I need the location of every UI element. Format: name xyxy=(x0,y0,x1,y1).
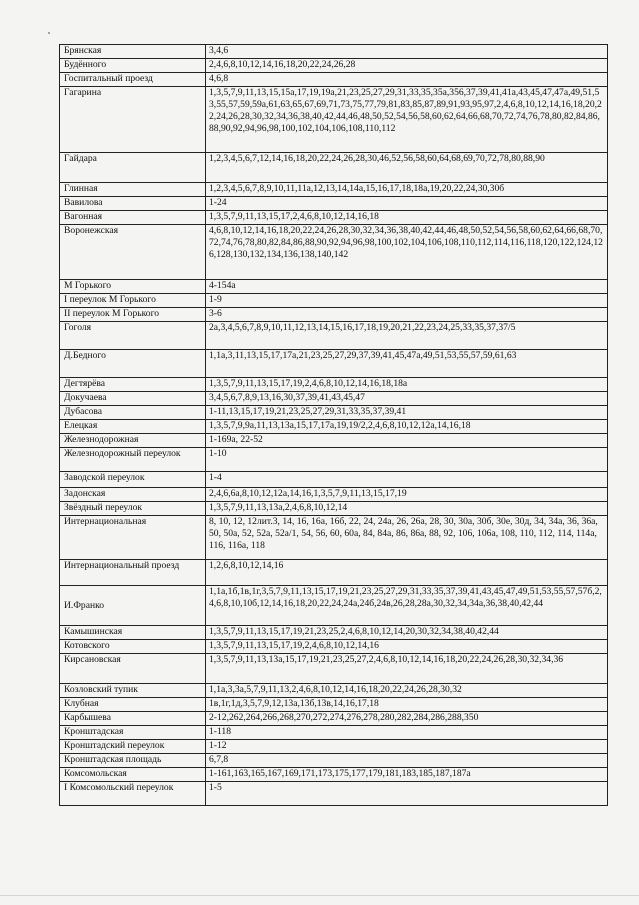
page-bottom-edge xyxy=(0,895,639,896)
table-row xyxy=(60,712,608,726)
house-numbers-cell: 1-11,13,15,17,19,21,23,25,27,29,31,33,35,37,39,41 xyxy=(206,406,608,420)
house-numbers-cell: 1,3,5,7,9,11,13,13а,15,17,19,21,23,25,27,2,4,6,8,10,12,14,16,18,20,22,24,26,28,30,32,34,36 xyxy=(206,654,608,684)
street-name-cell: Гайдара xyxy=(60,153,206,183)
table-row xyxy=(60,153,608,183)
table-row xyxy=(60,308,608,322)
house-numbers-cell: 1,3,5,7,9,9а,11,13,13а,15,17,17а,19,19/2,2,4,6,8,10,12,12а,14,16,18 xyxy=(206,420,608,434)
street-name-cell: Дубасова xyxy=(60,406,206,420)
table-row xyxy=(60,87,608,153)
table-row xyxy=(60,350,608,378)
table-row xyxy=(60,684,608,698)
house-numbers-cell: 4,6,8,10,12,14,16,18,20,22,24,26,28,30,32,34,36,38,40,42,44,46,48,50,52,54,56,58,60,62,64,66,68,70,72,74,76,78,80,82,84,86,88,90,92,94,96,98,100,102,104,106,108,110,112,114,116,118,120,122,124,126,128,130,132,134,136,138,140,142 xyxy=(206,225,608,280)
house-numbers-cell: 2,4,6,8,10,12,14,16,18,20,22,24,26,28 xyxy=(206,59,608,73)
table-row xyxy=(60,73,608,87)
house-numbers-cell: 4-154а xyxy=(206,280,608,294)
house-numbers-cell: 8, 10, 12, 12лит.3, 14, 16, 16а, 16б, 22, 24, 24а, 26, 26а, 28, 30, 30а, 30б, 30е, 30д, 34, 34а, 36, 36а, 50, 50а, 52, 52а, 52а/1, 54, 56, 60, 60а, 84, 84а, 86, 86а, 88, 92, 106, 106а, 108, 110, 112, 114, 114а, 116, 116а, 118 xyxy=(206,516,608,560)
street-name-cell: Железнодорожный переулок xyxy=(60,448,206,472)
street-name-cell: Камышинская xyxy=(60,626,206,640)
table-row xyxy=(60,754,608,768)
street-name-cell: Гоголя xyxy=(60,322,206,350)
table-row xyxy=(60,472,608,488)
house-numbers-cell: 1,1а,1б,1в,1г,3,5,7,9,11,13,15,17,19,21,23,25,27,29,31,33,35,37,39,41,43,45,47,49,51,53,55,57,57б,2,4,6,8,10,10б,12,14,16,18,20,22,24,24а,24б,24в,26,28,28а,30,32,34,34а,36,38,40,42,44 xyxy=(206,586,608,626)
house-numbers-cell: 1,3,5,7,9,11,13,15,17,19,21,23,25,2,4,6,8,10,12,14,20,30,32,34,38,40,42,44 xyxy=(206,626,608,640)
table-row xyxy=(60,406,608,420)
table-row xyxy=(60,488,608,502)
house-numbers-cell: 1-169а, 22-52 xyxy=(206,434,608,448)
house-numbers-cell: 2-12,262,264,266,268,270,272,274,276,278,280,282,284,286,288,350 xyxy=(206,712,608,726)
table-row xyxy=(60,586,608,626)
street-name-cell: И.Франко xyxy=(60,586,206,626)
street-name-cell: Котовского xyxy=(60,640,206,654)
street-name-cell: Клубная xyxy=(60,698,206,712)
street-name-cell: Д.Бедного xyxy=(60,350,206,378)
table-row xyxy=(60,740,608,754)
table-row xyxy=(60,782,608,806)
house-numbers-cell: 1-5 xyxy=(206,782,608,806)
street-name-cell: Кронштадский переулок xyxy=(60,740,206,754)
house-numbers-cell: 1,2,3,4,5,6,7,8,9,10,11,11а,12,13,14,14а,15,16,17,18,18а,19,20,22,24,30,30б xyxy=(206,183,608,197)
table-row xyxy=(60,502,608,516)
table-row xyxy=(60,448,608,472)
table-row xyxy=(60,768,608,782)
table-row xyxy=(60,183,608,197)
house-numbers-cell: 1-12 xyxy=(206,740,608,754)
table-row xyxy=(60,654,608,684)
house-numbers-cell: 4,6,8 xyxy=(206,73,608,87)
table-row xyxy=(60,420,608,434)
street-name-cell: Интернациональная xyxy=(60,516,206,560)
scan-speck xyxy=(48,32,50,34)
street-name-cell: Елецкая xyxy=(60,420,206,434)
table-row xyxy=(60,294,608,308)
street-name-cell: Вавилова xyxy=(60,197,206,211)
house-numbers-cell: 1,3,5,7,9,11,13,13а,2,4,6,8,10,12,14 xyxy=(206,502,608,516)
house-numbers-cell: 1,2,3,4,5,6,7,12,14,16,18,20,22,24,26,28,30,46,52,56,58,60,64,68,69,70,72,78,80,88,90 xyxy=(206,153,608,183)
street-name-cell: Интернациональный проезд xyxy=(60,560,206,586)
street-name-cell: Козловский тупик xyxy=(60,684,206,698)
street-name-cell: Воронежская xyxy=(60,225,206,280)
street-name-cell: Докучаева xyxy=(60,392,206,406)
table-row xyxy=(60,726,608,740)
table-row xyxy=(60,698,608,712)
table-row xyxy=(60,392,608,406)
house-numbers-cell: 2а,3,4,5,6,7,8,9,10,11,12,13,14,15,16,17,18,19,20,21,22,23,24,25,33,35,37,37/5 xyxy=(206,322,608,350)
table-row xyxy=(60,59,608,73)
street-name-cell: Будённого xyxy=(60,59,206,73)
table-row xyxy=(60,626,608,640)
table-row xyxy=(60,434,608,448)
house-numbers-cell: 2,4,6,6а,8,10,12,12а,14,16,1,3,5,7,9,11,13,15,17,19 xyxy=(206,488,608,502)
table-row xyxy=(60,640,608,654)
house-numbers-cell: 1-10 xyxy=(206,448,608,472)
street-name-cell: Железнодорожная xyxy=(60,434,206,448)
street-name-cell: Брянская xyxy=(60,45,206,59)
house-numbers-cell: 1,3,5,7,9,11,13,15,17,19,2,4,6,8,10,12,14,16 xyxy=(206,640,608,654)
house-numbers-cell: 1,1а,3,11,13,15,17,17а,21,23,25,27,29,37,39,41,45,47а,49,51,53,55,57,59,61,63 xyxy=(206,350,608,378)
house-numbers-cell: 1-4 xyxy=(206,472,608,488)
street-name-cell: I переулок М Горького xyxy=(60,294,206,308)
street-house-table xyxy=(59,44,608,806)
street-name-cell: Задонская xyxy=(60,488,206,502)
house-numbers-cell: 1,2,6,8,10,12,14,16 xyxy=(206,560,608,586)
house-numbers-cell: 1,1а,3,3а,5,7,9,11,13,2,4,6,8,10,12,14,16,18,20,22,24,26,28,30,32 xyxy=(206,684,608,698)
street-name-cell: Кронштадская площадь xyxy=(60,754,206,768)
table-row xyxy=(60,516,608,560)
table-row xyxy=(60,560,608,586)
street-name-cell: Глинная xyxy=(60,183,206,197)
street-name-cell: I Комсомольский переулок xyxy=(60,782,206,806)
table-row xyxy=(60,280,608,294)
house-numbers-cell: 1-9 xyxy=(206,294,608,308)
street-name-cell: Госпитальный проезд xyxy=(60,73,206,87)
house-numbers-cell: 3-6 xyxy=(206,308,608,322)
table-row xyxy=(60,225,608,280)
street-name-cell: Звёздный переулок xyxy=(60,502,206,516)
street-name-cell: II переулок М Горького xyxy=(60,308,206,322)
house-numbers-cell: 1,3,5,7,9,11,13,15,15а,17,19,19а,21,23,25,27,29,31,33,35,35а,356,37,39,41,41а,43,45,47,47а,49,51,53,55,57,59,59а,61,63,65,67,69,71,73,75,77,79,81,83,85,87,89,91,93,95,97,2,4,6,8,10,12,14,16,18,20,22,24,26,28,30,32,34,36,38,40,42,44,46,48,50,52,54,56,58,60,62,64,66,68,70,72,74,76,78,80,82,84,86,88,90,92,94,96,98,100,102,104,106,108,110,112 xyxy=(206,87,608,153)
street-name-cell: Гагарина xyxy=(60,87,206,153)
street-name-cell: Кронштадская xyxy=(60,726,206,740)
house-numbers-cell: 1-161,163,165,167,169,171,173,175,177,179,181,183,185,187,187а xyxy=(206,768,608,782)
house-numbers-cell: 1,3,5,7,9,11,13,15,17,2,4,6,8,10,12,14,16,18 xyxy=(206,211,608,225)
table-row xyxy=(60,322,608,350)
table-row xyxy=(60,197,608,211)
street-name-cell: Заводской переулок xyxy=(60,472,206,488)
table-row xyxy=(60,45,608,59)
street-name-cell: Карбышева xyxy=(60,712,206,726)
house-numbers-cell: 1в,1г,1д,3,5,7,9,12,13а,13б,13в,14,16,17,18 xyxy=(206,698,608,712)
table-row xyxy=(60,378,608,392)
house-numbers-cell: 6,7,8 xyxy=(206,754,608,768)
house-numbers-cell: 3,4,5,6,7,8,9,13,16,30,37,39,41,43,45,47 xyxy=(206,392,608,406)
street-name-cell: М Горького xyxy=(60,280,206,294)
table-row xyxy=(60,211,608,225)
house-numbers-cell: 3,4,6 xyxy=(206,45,608,59)
street-name-cell: Комсомольская xyxy=(60,768,206,782)
house-numbers-cell: 1,3,5,7,9,11,13,15,17,19,2,4,6,8,10,12,14,16,18,18а xyxy=(206,378,608,392)
house-numbers-cell: 1-24 xyxy=(206,197,608,211)
street-name-cell: Кирсановская xyxy=(60,654,206,684)
street-name-cell: Вагонная xyxy=(60,211,206,225)
house-numbers-cell: 1-118 xyxy=(206,726,608,740)
street-name-cell: Дегтярёва xyxy=(60,378,206,392)
